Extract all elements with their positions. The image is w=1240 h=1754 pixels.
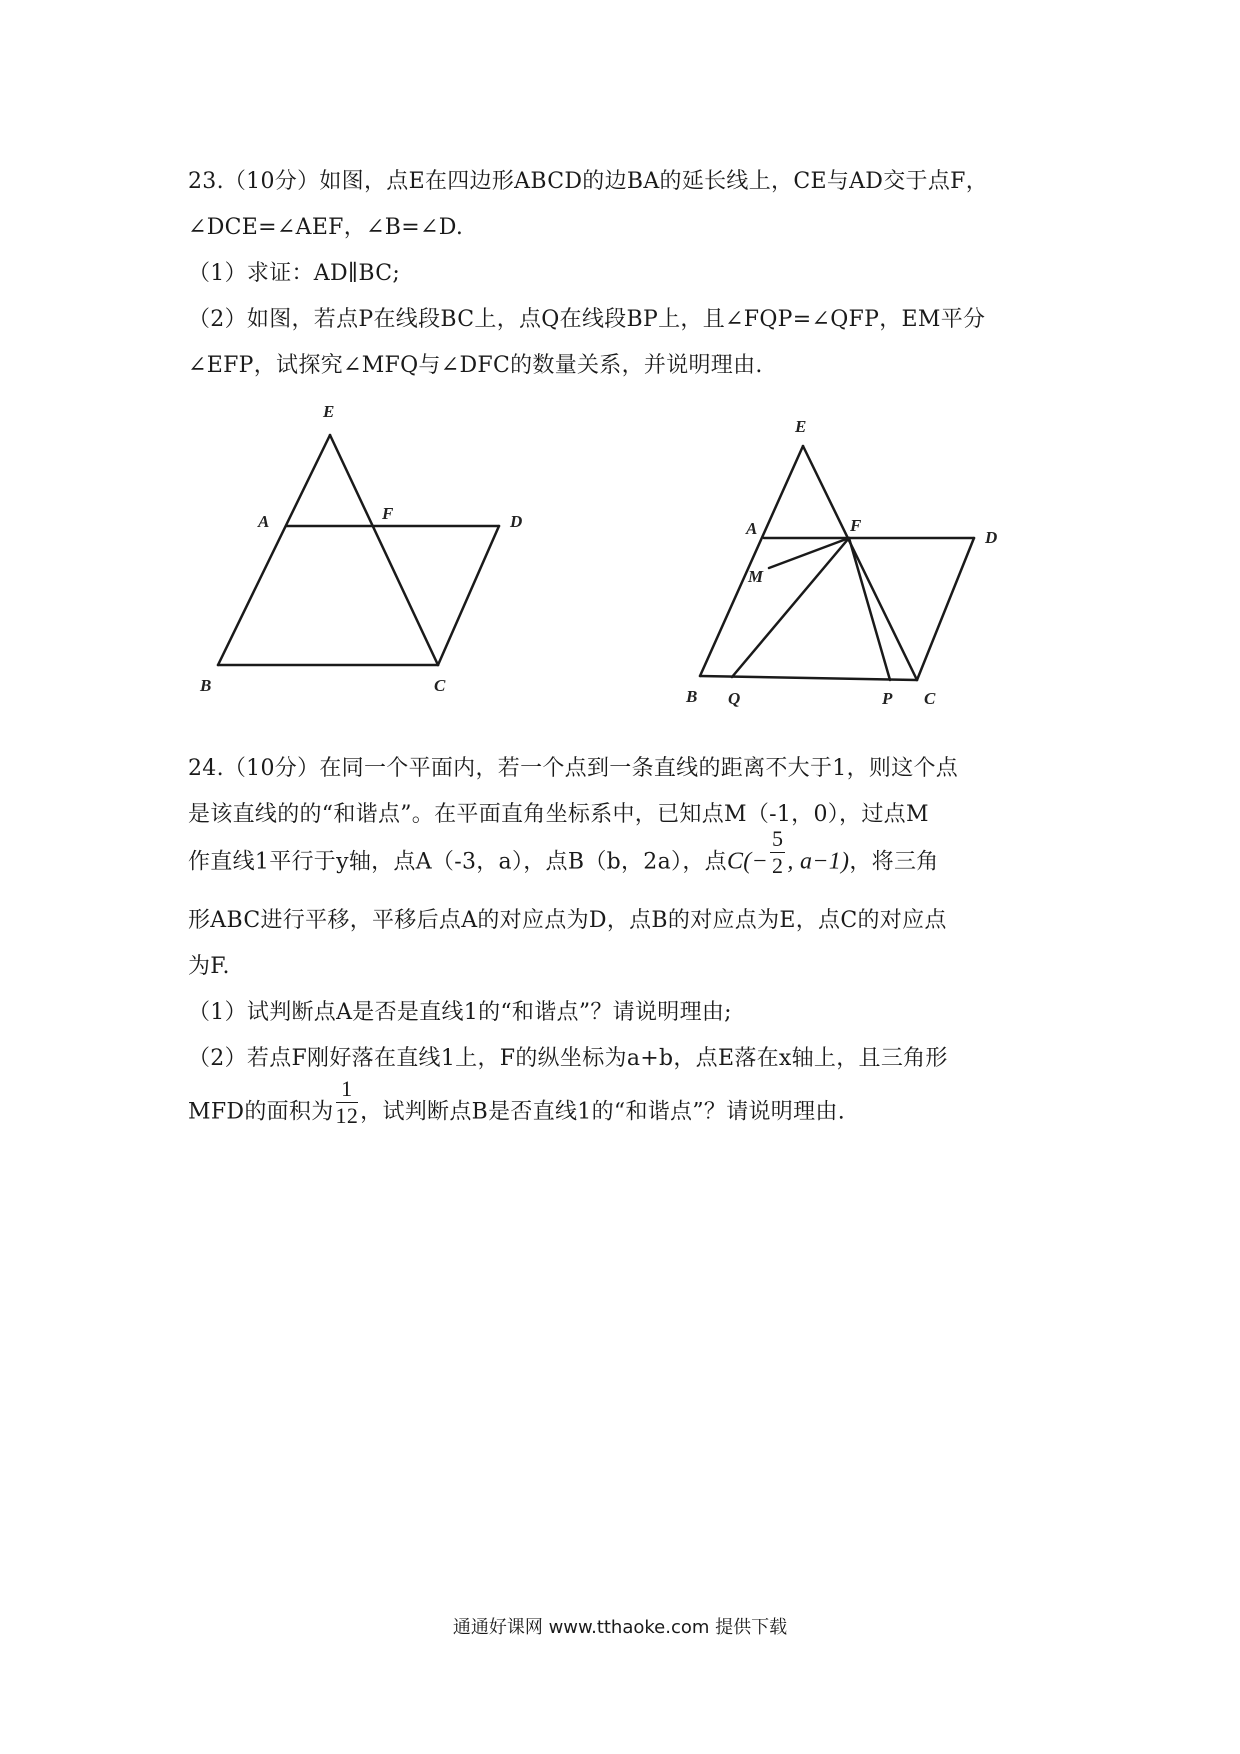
area-fraction bbox=[336, 1076, 359, 1129]
fig2-segment-DC bbox=[917, 538, 974, 680]
q24-part-2a: （2）若点F刚好落在直线1上，F的纵坐标为a+b，点E落在x轴上，且三角形 bbox=[188, 1046, 948, 1071]
area-fraction-numerator: 1 bbox=[336, 1076, 359, 1103]
fig2-label-Q: Q bbox=[728, 689, 741, 708]
q24-line-3-end: ，将三角 bbox=[849, 849, 939, 875]
fig2-segment-FP bbox=[849, 538, 890, 680]
fig1-label-F: F bbox=[382, 504, 394, 523]
fig2-label-F: F bbox=[850, 516, 862, 535]
q24-line-4: 形ABC进行平移，平移后点A的对应点为D，点B的对应点为E，点C的对应点 bbox=[188, 908, 947, 933]
fig1-segment-DC bbox=[438, 526, 499, 665]
q24-line-2: 是该直线的的“和谐点”。在平面直角坐标系中，已知点M（-1，0），过点M bbox=[188, 802, 929, 827]
q24-line-1: 24.（10分）在同一个平面内，若一个点到一条直线的距离不大于1，则这个点 bbox=[188, 756, 959, 781]
fig2-label-D: D bbox=[985, 528, 998, 547]
fig1-label-B: B bbox=[200, 676, 212, 695]
page-footer: 通通好课网 www.tthaoke.com 提供下载 bbox=[452, 1617, 788, 1638]
q24-part-1: （1）试判断点A是否是直线1的“和谐点”？请说明理由; bbox=[188, 1000, 732, 1025]
figure-2 bbox=[680, 410, 1040, 720]
point-c-fraction-denominator: 2 bbox=[772, 853, 784, 878]
fig2-label-B: B bbox=[686, 687, 698, 706]
fig2-label-M: M bbox=[748, 567, 764, 586]
point-c-fraction-numerator: 5 bbox=[772, 826, 784, 851]
point-c-prefix: C(− bbox=[726, 848, 769, 875]
fig2-label-P: P bbox=[882, 689, 893, 708]
figure-1 bbox=[190, 395, 530, 715]
q24-line-3 bbox=[188, 826, 939, 879]
q24-part-2b-pre: MFD的面积为 bbox=[188, 1099, 334, 1125]
q24-line-5: 为F. bbox=[188, 954, 230, 979]
fig1-segment-BE bbox=[218, 435, 330, 665]
q24-line-3-text: 作直线1平行于y轴，点A（-3，a），点B（b，2a），点 bbox=[188, 849, 727, 875]
point-c-suffix: , a−1) bbox=[787, 848, 850, 875]
fig1-segment-EC bbox=[330, 435, 438, 665]
point-c-fraction bbox=[770, 826, 785, 879]
q23-part-2a: （2）如图，若点P在线段BC上，点Q在线段BP上，且∠FQP=∠QFP，EM平分 bbox=[188, 307, 986, 332]
fig2-segment-EC bbox=[803, 446, 917, 680]
fig1-label-A: A bbox=[258, 512, 270, 531]
area-fraction-denominator: 12 bbox=[335, 1103, 359, 1128]
q23-line-2: ∠DCE=∠AEF，∠B=∠D. bbox=[188, 215, 464, 240]
q24-part-2b bbox=[188, 1076, 845, 1129]
fig1-label-D: D bbox=[510, 512, 523, 531]
fig2-label-A: A bbox=[746, 519, 758, 538]
q23-part-2b: ∠EFP，试探究∠MFQ与∠DFC的数量关系，并说明理由. bbox=[188, 353, 763, 378]
fig1-label-C: C bbox=[434, 676, 446, 695]
q23-line-1: 23.（10分）如图，点E在四边形ABCD的边BA的延长线上，CE与AD交于点F， bbox=[188, 169, 989, 194]
q23-part-1: （1）求证：AD∥BC; bbox=[188, 261, 401, 286]
fig2-label-E: E bbox=[795, 417, 807, 436]
fig2-label-C: C bbox=[924, 689, 936, 708]
fig1-label-E: E bbox=[323, 402, 335, 421]
q24-part-2b-post: ，试判断点B是否直线1的“和谐点”？请说明理由. bbox=[360, 1099, 845, 1125]
